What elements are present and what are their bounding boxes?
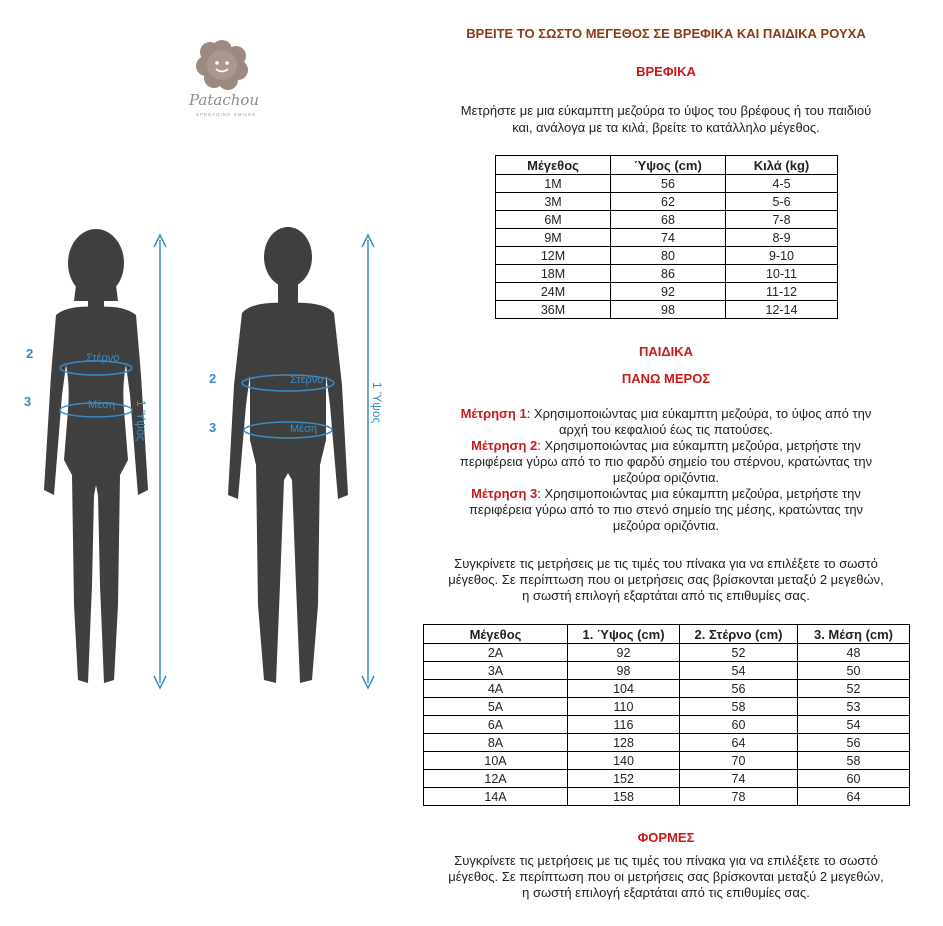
table-cell: 18M [496,265,611,283]
table-cell: 24M [496,283,611,301]
table-cell: 74 [680,770,798,788]
male-figure [222,225,402,695]
table-row [496,265,838,283]
table-cell: 4A [424,680,568,698]
table-cell: 3A [424,662,568,680]
measurement-3-text: : Χρησιμοποιώντας μια εύκαμπτη μεζούρα, μετρήστε την [537,486,861,501]
baby-heading: ΒΡΕΦΙΚΑ [636,64,696,79]
male-chest-number: 2 [209,371,217,386]
table-cell: 98 [611,301,726,319]
measurement-3-text-end: μεζούρα οριζόντια. [612,518,720,533]
formes-line: Συγκρίνετε τις μετρήσεις με τις τιμές του πίνακα για να επιλέξετε το σωστό [454,853,878,868]
table-row [496,193,838,211]
table-row [496,211,838,229]
table-cell: 128 [568,734,680,752]
measurement-2-text-cont: περιφέρεια γύρω από το πιο φαρδύ σημείο του στέρνου, κρατώντας την [459,454,873,469]
table-cell: 11-12 [726,283,838,301]
table-row [496,247,838,265]
table-cell: 80 [611,247,726,265]
male-chest-label: Στέρνο [290,374,324,386]
female-figure [20,225,200,695]
table-cell: 152 [568,770,680,788]
baby-intro-line1: Μετρήστε με μια εύκαμπτη μεζούρα το ύψος του βρέφους ή του παιδιού [460,103,872,118]
illustration-panel [0,0,410,926]
table-cell: 1M [496,175,611,193]
table-row [496,229,838,247]
table-cell: 68 [611,211,726,229]
table-cell: 58 [680,698,798,716]
logo-tagline: SPREADING SMILES [196,112,257,117]
table-cell: 3M [496,193,611,211]
male-height-label: 1 Ύψος [370,382,384,424]
col-header: 1. Ύψος (cm) [568,625,680,644]
measurement-1 [410,406,922,534]
table-cell: 58 [798,752,910,770]
table-cell: 48 [798,644,910,662]
table-cell: 54 [680,662,798,680]
table-cell: 140 [568,752,680,770]
measurement-1-text: : Χρησιμοποιώντας μια εύκαμπτη μεζούρα, το ύψος από την [526,406,872,421]
table-row [496,301,838,319]
table-row [424,698,910,716]
flower-icon [196,40,248,90]
table-cell: 2A [424,644,568,662]
table-cell: 116 [568,716,680,734]
table-cell: 6M [496,211,611,229]
col-header: Μέγεθος [424,625,568,644]
table-cell: 86 [611,265,726,283]
table-row [424,734,910,752]
compare-line: μέγεθος. Σε περίπτωση που οι μετρήσεις σας βρίσκονται μεταξύ 2 μεγεθών, [448,572,884,587]
table-cell: 14A [424,788,568,806]
table-cell: 60 [798,770,910,788]
formes-heading: ΦΟΡΜΕΣ [637,830,695,845]
male-waist-label: Μέση [290,423,317,435]
col-header: Κιλά (kg) [726,156,838,175]
table-cell: 78 [680,788,798,806]
female-waist-number: 3 [24,394,32,409]
kids-size-table [423,624,910,806]
table-cell: 104 [568,680,680,698]
table-cell: 92 [568,644,680,662]
female-height-label: 1 Ύψος [134,400,148,442]
table-cell: 56 [680,680,798,698]
table-cell: 62 [611,193,726,211]
table-cell: 5-6 [726,193,838,211]
table-cell: 6A [424,716,568,734]
measurement-2-text-end: μεζούρα οριζόντια. [612,470,720,485]
table-header-row [424,625,910,644]
table-cell: 12A [424,770,568,788]
table-cell: 54 [798,716,910,734]
measurement-2-label: Μέτρηση 2 [471,438,538,453]
compare-line: Συγκρίνετε τις μετρήσεις με τις τιμές του πίνακα για να επιλέξετε το σωστό [454,556,878,571]
table-cell: 56 [798,734,910,752]
table-cell: 60 [680,716,798,734]
table-row [496,175,838,193]
table-cell: 64 [680,734,798,752]
col-header: Ύψος (cm) [611,156,726,175]
logo-name: Patachou [189,91,260,109]
table-row [424,770,910,788]
baby-size-table [495,155,838,319]
table-cell: 9-10 [726,247,838,265]
patachou-logo [186,30,276,125]
table-row [424,680,910,698]
col-header: 2. Στέρνο (cm) [680,625,798,644]
table-cell: 10A [424,752,568,770]
measurement-3-text-cont: περιφέρεια γύρω από το πιο στενό σημείο της μέσης, κρατώντας την [468,502,864,517]
table-cell: 36M [496,301,611,319]
measurement-1-text-cont: αρχή του κεφαλιού έως τις πατούσες. [558,422,774,437]
table-cell: 64 [798,788,910,806]
table-cell: 110 [568,698,680,716]
female-chest-number: 2 [26,346,34,361]
table-cell: 53 [798,698,910,716]
table-cell: 92 [611,283,726,301]
female-chest-label: Στέρνο [86,352,120,364]
female-waist-label: Μέση [88,399,115,411]
col-header: Μέγεθος [496,156,611,175]
table-cell: 8A [424,734,568,752]
table-row [424,788,910,806]
table-cell: 9M [496,229,611,247]
table-cell: 158 [568,788,680,806]
kids-compare-note [410,556,922,604]
table-row [424,716,910,734]
col-header: 3. Μέση (cm) [798,625,910,644]
table-row [496,283,838,301]
table-cell: 98 [568,662,680,680]
table-cell: 4-5 [726,175,838,193]
table-header-row [496,156,838,175]
measurement-2-text: : Χρησιμοποιώντας μια εύκαμπτη μεζούρα, μετρήστε την [537,438,861,453]
table-row [424,644,910,662]
baby-intro-line2: και, ανάλογα με τα κιλά, βρείτε το κατάλληλο μέγεθος. [512,120,820,135]
table-cell: 50 [798,662,910,680]
page-title: ΒΡΕΙΤΕ ΤΟ ΣΩΣΤΟ ΜΕΓΕΘΟΣ ΣΕ ΒΡΕΦΙΚΑ ΚΑΙ ΠΑΙΔΙΚΑ ΡΟΥΧΑ [466,26,866,41]
measurement-3-label: Μέτρηση 3 [471,486,538,501]
kids-subheading: ΠΑΝΩ ΜΕΡΟΣ [621,371,711,386]
table-cell: 12M [496,247,611,265]
formes-line: η σωστή επιλογή εξαρτάται από τις επιθυμίες σας. [522,885,810,900]
measurement-1-label: Μέτρηση 1 [460,406,527,421]
table-row [424,662,910,680]
size-guide-panel [410,0,943,926]
table-cell: 8-9 [726,229,838,247]
table-cell: 52 [798,680,910,698]
table-cell: 52 [680,644,798,662]
male-waist-number: 3 [209,420,217,435]
formes-line: μέγεθος. Σε περίπτωση που οι μετρήσεις σας βρίσκονται μεταξύ 2 μεγεθών, [448,869,884,884]
table-cell: 74 [611,229,726,247]
table-cell: 7-8 [726,211,838,229]
formes-note [410,853,922,901]
table-cell: 5A [424,698,568,716]
table-row [424,752,910,770]
compare-line: η σωστή επιλογή εξαρτάται από τις επιθυμίες σας. [522,588,810,603]
kids-heading: ΠΑΙΔΙΚΑ [638,344,694,359]
table-cell: 10-11 [726,265,838,283]
table-cell: 12-14 [726,301,838,319]
table-cell: 56 [611,175,726,193]
table-cell: 70 [680,752,798,770]
